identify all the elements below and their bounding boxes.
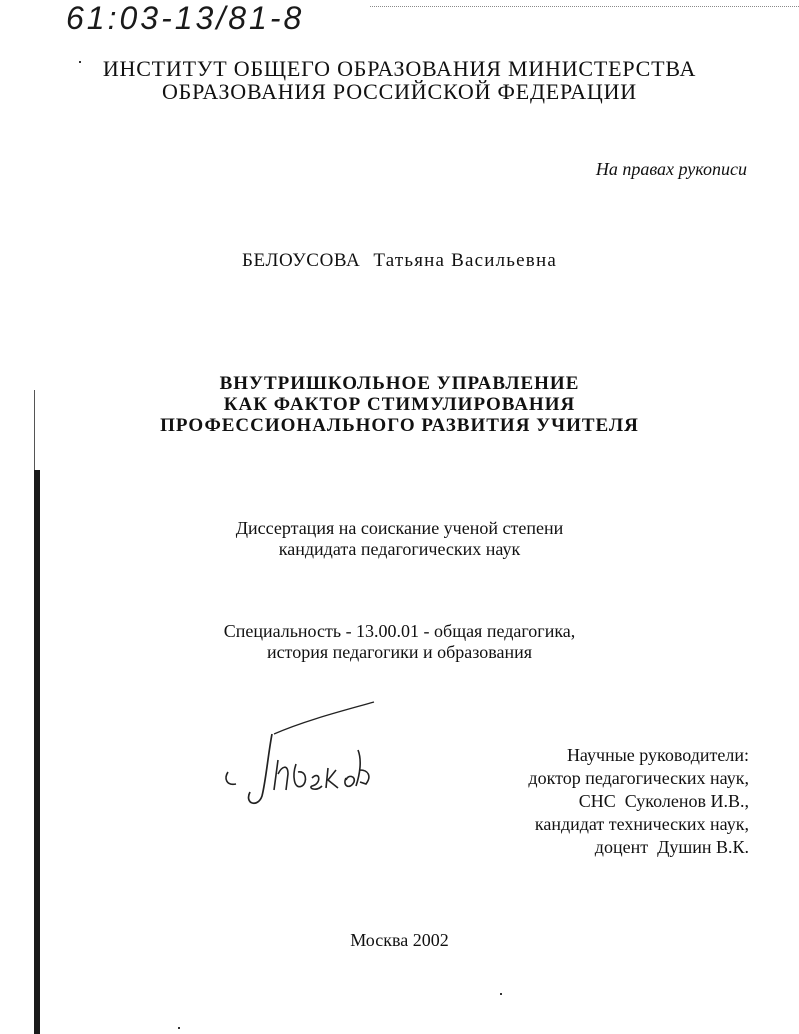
- institute-line-1: ИНСТИТУТ ОБЩЕГО ОБРАЗОВАНИЯ МИНИСТЕРСТВА: [102, 56, 697, 81]
- degree-statement: [0, 518, 799, 560]
- supervisor-line-4: доцент Душин В.К.: [594, 837, 749, 857]
- catalog-number: 61:03-13/81-8: [66, 0, 305, 36]
- supervisors-heading: Научные руководители:: [566, 745, 749, 765]
- city-year: Москва 2002: [350, 930, 449, 950]
- specialty-line-1: Специальность - 13.00.01 - общая педагогика,: [223, 621, 576, 641]
- scan-speck: [178, 1027, 180, 1029]
- author-name: [0, 250, 799, 272]
- scan-speck: [500, 993, 502, 995]
- scan-dotted-rule: [370, 6, 799, 8]
- thesis-title: [0, 373, 799, 436]
- manuscript-rights: На правах рукописи: [595, 159, 747, 179]
- author-signature: [216, 700, 386, 810]
- title-line-2: КАК ФАКТОР СТИМУЛИРОВАНИЯ: [223, 394, 576, 415]
- degree-line-2: кандидата педагогических наук: [278, 539, 521, 559]
- author-given-names: Татьяна Васильевна: [373, 250, 557, 271]
- specialty: [0, 621, 799, 663]
- title-line-3: ПРОФЕССИОНАЛЬНОГО РАЗВИТИЯ УЧИТЕЛЯ: [160, 415, 639, 436]
- supervisor-line-1: доктор педагогических наук,: [528, 768, 749, 788]
- supervisor-line-3: кандидат технических наук,: [534, 814, 749, 834]
- specialty-line-2: история педагогики и образования: [266, 642, 533, 662]
- supervisor-line-2: СНС Суколенов И.В.,: [578, 791, 749, 811]
- supervisors-block: [528, 744, 749, 859]
- institute-line-2: ОБРАЗОВАНИЯ РОССИЙСКОЙ ФЕДЕРАЦИИ: [161, 79, 637, 104]
- institute-header: [0, 57, 799, 103]
- title-line-1: ВНУТРИШКОЛЬНОЕ УПРАВЛЕНИЕ: [219, 373, 580, 394]
- author-surname: БЕЛОУСОВА: [242, 250, 361, 271]
- degree-line-1: Диссертация на соискание ученой степени: [235, 518, 564, 538]
